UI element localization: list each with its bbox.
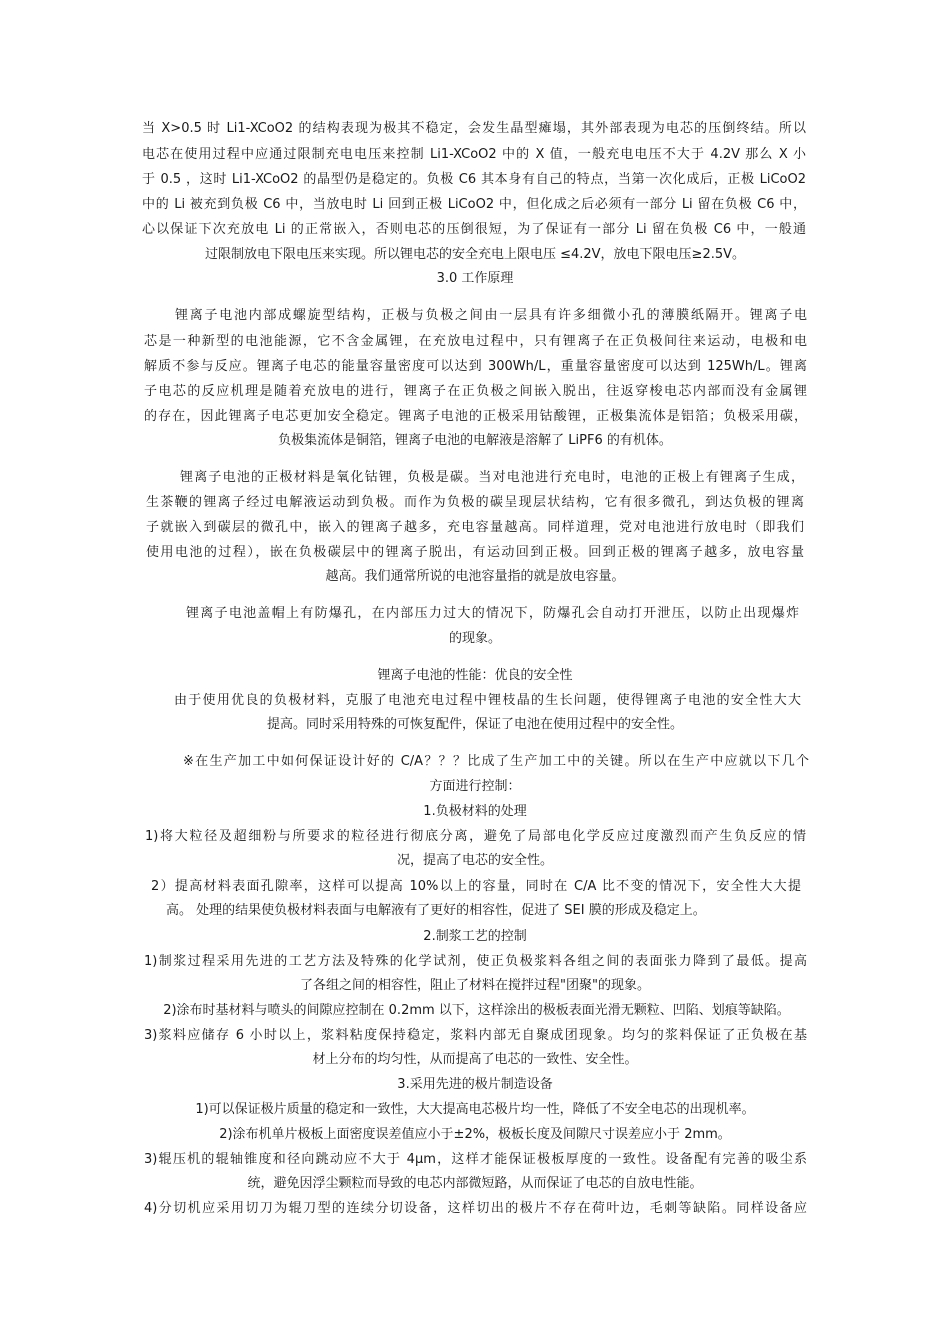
text-line: 统，避免因浮尘颗粒而导致的电芯内部微短路，从而保证了电芯的自放电性能。	[247, 1176, 703, 1191]
text-line: 了各组之间的相容性，阻止了材料在搅拌过程"团聚"的现象。	[300, 978, 650, 993]
text-line: 的现象。	[448, 631, 501, 646]
text-line: 1)将大粒径及超细粉与所要求的粒径进行彻底分离，避免了局部电化学反应过度激烈而产生负反应的情	[145, 829, 806, 844]
text-line: 1)制浆过程采用先进的工艺方法及特殊的化学试剂，使正负极浆料各组之间的表面张力降到了最低。提高	[144, 954, 807, 969]
section-heading: 3.采用先进的极片制造设备	[397, 1077, 553, 1092]
text-line: 心以保证下次充放电 Li 的正常嵌入，否则电芯的压倒很短，为了保证有一部分 Li 留在负极 C6 中，一般通	[142, 222, 806, 237]
text-line: 由于使用优良的负极材料，克服了电池充电过程中锂枝晶的生长问题，使得锂离子电池的安全性大大	[174, 693, 801, 708]
text-line: 高。 处理的结果使负极材料表面与电解液有了更好的相容性，促进了 SEI 膜的形成及稳定上。	[166, 903, 706, 918]
text-line: 中的 Li 被充到负极 C6 中，当放电时 Li 回到正极 LiCoO2 中，但化成之后必须有一部分 Li 留在负极 C6 中，	[142, 197, 806, 212]
text-line: 生茶鞭的锂离子经过电解液运动到负极。而作为负极的碳呈现层状结构，它有很多微孔，到达负极的锂离	[146, 495, 804, 510]
text-line: 3)辊压机的辊轴锥度和径向跳动应不大于 4μm，这样才能保证极板厚度的一致性。设备配有完善的吸尘系	[144, 1152, 807, 1167]
text-line: 越高。我们通常所说的电池容量指的就是放电容量。	[325, 569, 625, 584]
text-line: 提高。同时采用特殊的可恢复配件，保证了电池在使用过程中的安全性。	[266, 717, 683, 732]
text-line: 子电芯的反应机理是随着充放电的进行，锂离子在正负极之间嵌入脱出，往返穿梭电芯内部而没有金属锂	[144, 384, 807, 399]
section-heading: 1.负极材料的处理	[423, 804, 527, 819]
text-line: 锂离子电池内部成螺旋型结构，正极与负极之间由一层具有许多细微小孔的薄膜纸隔开。锂离子电	[175, 308, 807, 323]
text-line: 2）提高材料表面孔隙率，这样可以提高 10%以上的容量，同时在 C/A 比不变的情况下，安全性大大提	[151, 879, 801, 894]
text-line: 况，提高了电芯的安全性。	[396, 853, 553, 868]
text-line: 于 0.5 ，这时 Li1-XCoO2 的晶型仍是稳定的。负极 C6 其本身有自己的特点，当第一次化成后，正极 LiCoO2	[142, 172, 806, 187]
text-line: 锂离子电池的正极材料是氧化钴锂，负极是碳。当对电池进行充电时，电池的正极上有锂离子生成，	[180, 470, 804, 485]
text-line: 锂离子电池盖帽上有防爆孔，在内部压力过大的情况下，防爆孔会自动打开泄压，以防止出现爆炸	[186, 606, 799, 621]
text-line: 解质不参与反应。锂离子电芯的能量容量密度可以达到 300Wh/L，重量容量密度可以达到 125Wh/L。锂离	[144, 359, 807, 374]
text-line: 2)涂布时基材料与喷头的间隙应控制在 0.2mm 以下，这样涂出的极板表面光滑无颗粒、凹陷、划痕等缺陷。	[163, 1003, 790, 1018]
text-line: 当 X>0.5 时 Li1-XCoO2 的结构表现为极其不稳定，会发生晶型瘫塌，其外部表现为电芯的压倒终结。所以	[142, 121, 806, 136]
text-line: 子就嵌入到碳层的微孔中，嵌入的锂离子越多，充电容量越高。同样道理，党对电池进行放电时（即我们	[146, 520, 804, 535]
text-line: 芯是一种新型的电池能源，它不含金属锂，在充放电过程中，只有锂离子在正负极间往来运动，电极和电	[144, 334, 807, 349]
text-line: 3)浆料应储存 6 小时以上，浆料粘度保持稳定，浆料内部无自聚成团现象。均匀的浆料保证了正负极在基	[144, 1028, 807, 1043]
text-line: 负极集流体是铜箔，锂离子电池的电解液是溶解了 LiPF6 的有机体。	[278, 433, 672, 448]
text-line: 的存在，因此锂离子电芯更加安全稳定。锂离子电池的正极采用钴酸锂，正极集流体是铝箔；负极采用碳，	[144, 409, 807, 424]
text-line: 使用电池的过程），嵌在负极碳层中的锂离子脱出，有运动回到正极。回到正极的锂离子越多，放电容量	[146, 545, 804, 560]
text-line: 4)分切机应采用切刀为辊刀型的连续分切设备，这样切出的极片不存在荷叶边，毛刺等缺陷。同样设备应	[144, 1201, 807, 1216]
text-line: 1)可以保证极片质量的稳定和一致性，大大提高电芯极片均一性，降低了不安全电芯的出现机率。	[195, 1102, 755, 1117]
section-heading: 锂离子电池的性能：优良的安全性	[377, 668, 573, 683]
text-line: 方面进行控制：	[429, 779, 521, 794]
text-line: 电芯在使用过程中应通过限制充电电压来控制 Li1-XCoO2 中的 X 值，一般充电电压不大于 4.2V 那么 X 小	[142, 147, 806, 162]
text-line: ※在生产加工中如何保证设计好的 C/A？？？比成了生产加工中的关键。所以在生产中应就以下几个	[183, 754, 809, 769]
section-heading: 2.制浆工艺的控制	[423, 929, 527, 944]
text-line: 材上分布的均匀性，从而提高了电芯的一致性、安全性。	[312, 1052, 638, 1067]
text-line: 过限制放电下限电压来实现。所以锂电芯的安全充电上限电压 ≤4.2V，放电下限电压≥2.5V。	[204, 247, 746, 262]
section-heading: 3.0 工作原理	[436, 271, 514, 286]
text-line: 2)涂布机单片极板上面密度误差值应小于±2%，极板长度及间隙尺寸误差应小于 2mm。	[219, 1127, 731, 1142]
